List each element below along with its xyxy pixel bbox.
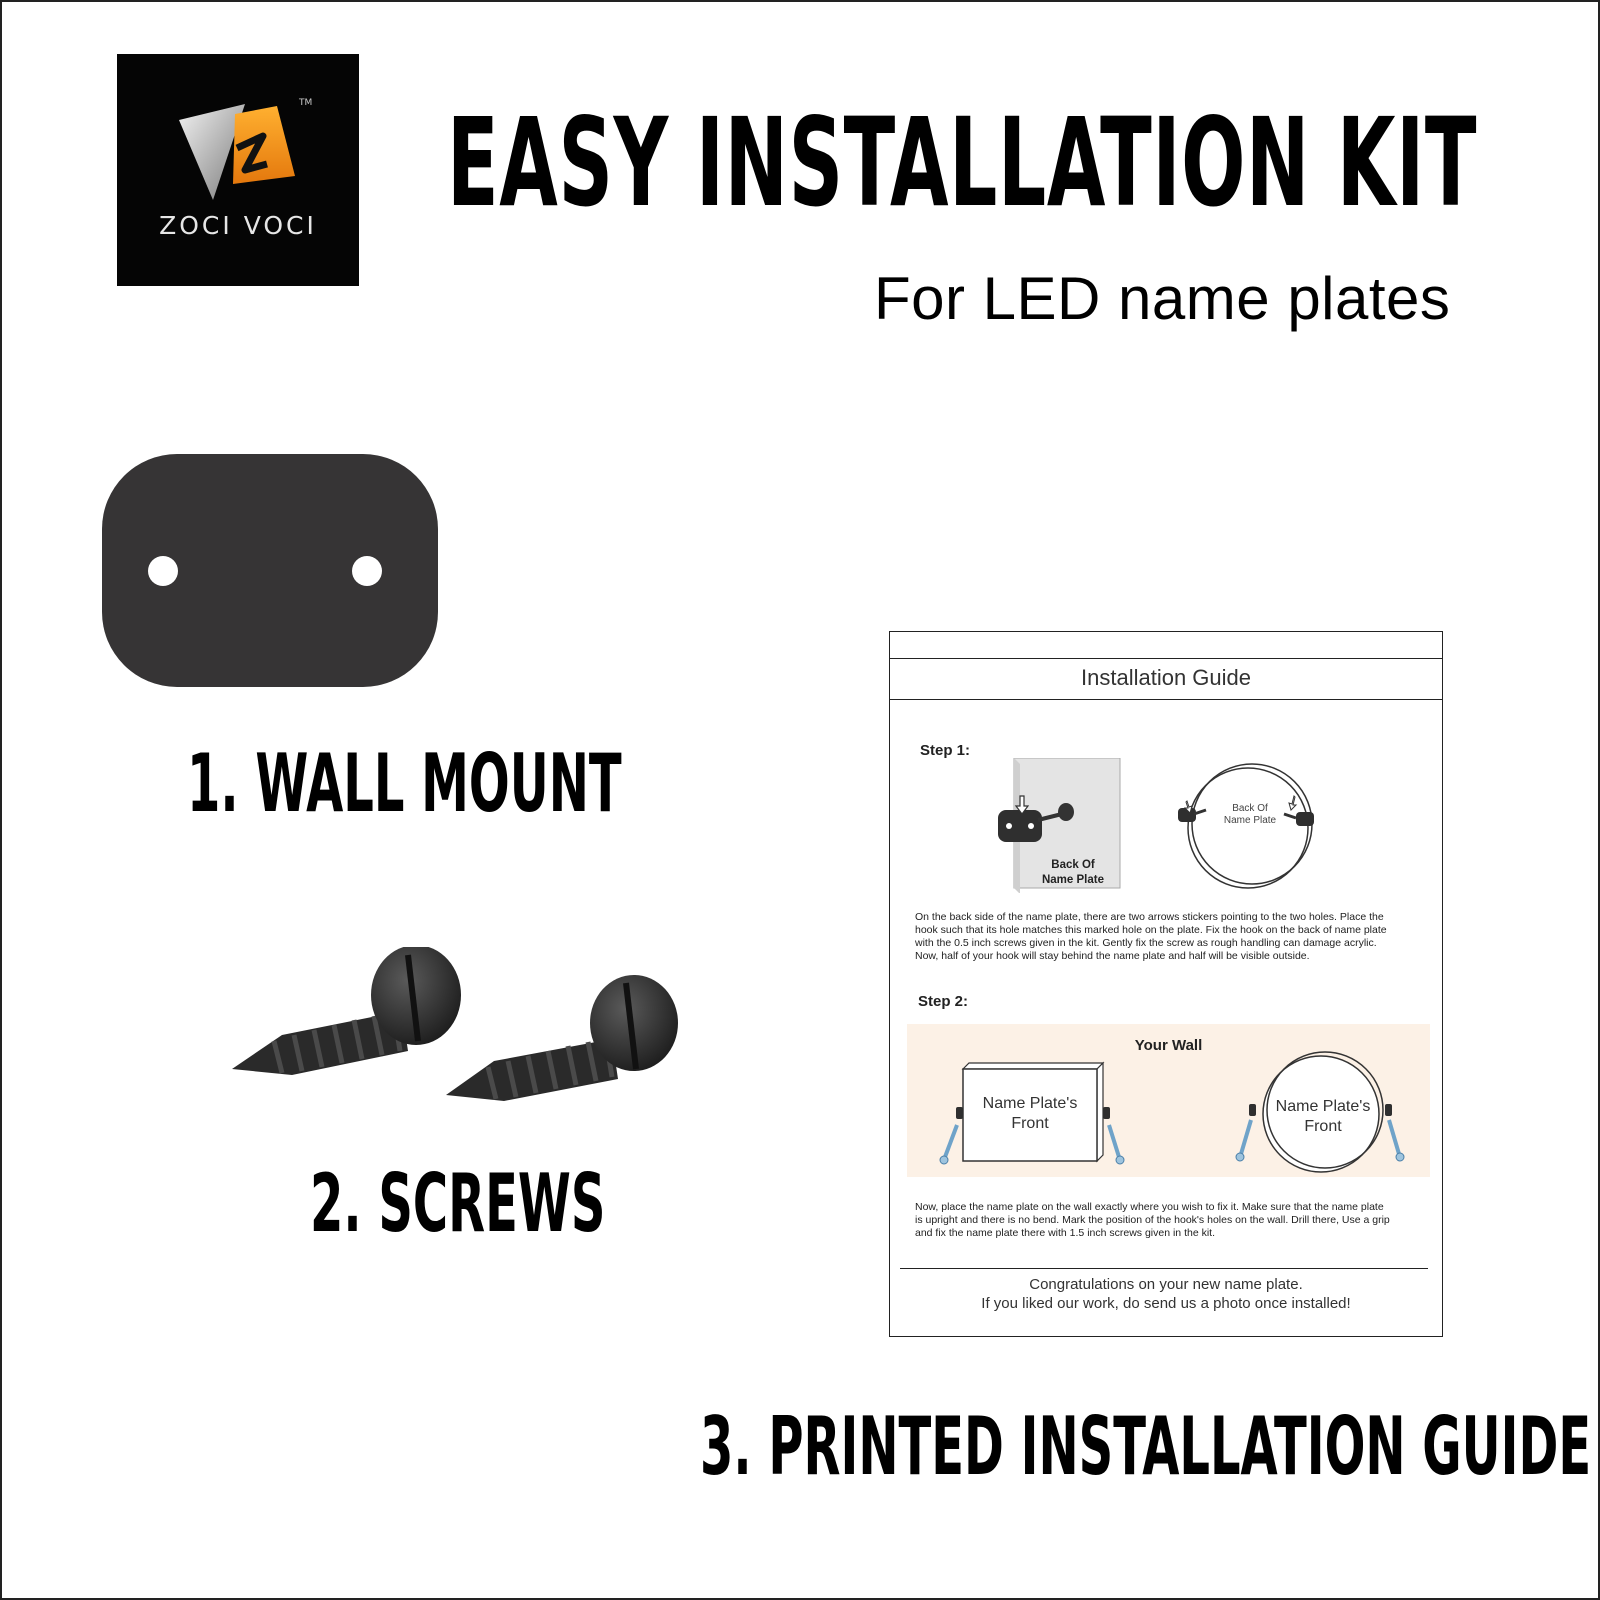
brand-name: ZOCI VOCI [159,211,317,240]
divider [890,658,1442,659]
guide-title: Installation Guide [1081,665,1251,690]
screws-image [222,947,692,1127]
page-subtitle: For LED name plates [874,265,1451,332]
text-line: with the 0.5 inch screws given in the kit. Gently fix the screw as rough handling can damage acrylic. [915,937,1377,949]
item-wall-mount-label: 1. WALL MOUNT [187,737,622,830]
text-line: hook such that its hole matches this marked hole on the plate. Fix the hook on the back of name plate [915,924,1387,936]
installation-guide-card [889,631,1443,1337]
step-2-text [915,1201,1430,1240]
screw-right-icon [446,975,678,1101]
plate-label-line: Name Plate's [982,1095,1078,1112]
step-1-round-plate-illustration [1178,762,1320,892]
screw-left-icon [232,947,461,1075]
logo-mark-icon [117,54,359,286]
caption-line: Back Of [1051,859,1095,871]
text-line: and fix the name plate there with 1.5 inch screws given in the kit. [915,1227,1215,1239]
caption-line: Name Plate [1041,874,1104,886]
caption-line: Name Plate [1223,815,1277,826]
plate-label-line: Name Plate's [1275,1098,1371,1115]
congrats-line: Congratulations on your new name plate. [1029,1276,1303,1293]
text-line: is upright and there is no bend. Mark the position of the hook's holes on the wall. Drill there, Use a grip [915,1214,1390,1226]
divider [890,699,1442,700]
step-1-text [915,911,1425,963]
wall-label: Your Wall [1134,1037,1203,1054]
divider [900,1268,1428,1269]
text-line: Now, place the name plate on the wall exactly where you wish to fix it. Make sure that the name plate [915,1201,1384,1213]
step-1-left-caption [1036,858,1110,888]
trademark-label: TM [299,98,313,108]
step-1-right-caption [1206,803,1294,827]
rect-plate-label [963,1094,1097,1134]
text-line: On the back side of the name plate, there are two arrows stickers pointing to the two holes. Place the [915,911,1384,923]
round-plate-label [1261,1097,1385,1137]
page-title: EASY INSTALLATION KIT [447,92,1478,234]
text-line: Now, half of your hook will stay behind the name plate and half will be visible outside. [915,950,1310,962]
step-2-label: Step 2: [918,993,969,1010]
wall-mount-image [102,454,439,688]
plate-label-line: Front [1011,1115,1049,1132]
step-1-label: Step 1: [920,742,971,759]
congrats-line: If you liked our work, do send us a photo once installed! [981,1295,1351,1312]
item-screws-label: 2. SCREWS [310,1157,606,1250]
caption-line: Back Of [1232,803,1268,814]
congrats-message [890,1275,1442,1313]
item-printed-guide-label: 3. PRINTED INSTALLATION GUIDE [700,1400,1592,1493]
plate-label-line: Front [1304,1118,1342,1135]
wall-illustration-band [907,1024,1430,1177]
brand-logo [117,54,359,286]
